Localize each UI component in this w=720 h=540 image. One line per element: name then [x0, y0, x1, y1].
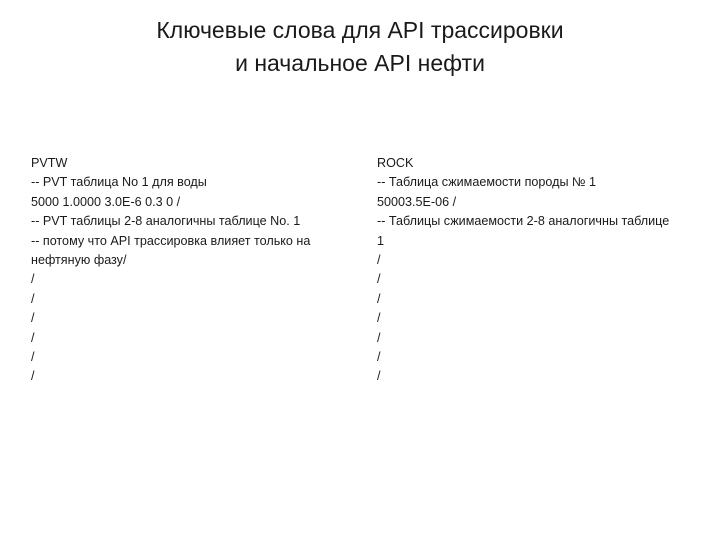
code-line: /	[377, 291, 381, 306]
code-line: /	[377, 272, 381, 287]
code-line: 50003.5E-06 /	[377, 194, 457, 209]
left-code-block	[31, 154, 361, 387]
code-line: /	[31, 330, 35, 345]
code-line: /	[377, 350, 381, 365]
slide-title-line-1: Ключевые слова для API трассировки	[156, 17, 564, 43]
code-line: /	[31, 272, 35, 287]
code-line: 5000 1.0000 3.0E-6 0.3 0 /	[31, 194, 181, 209]
code-line: -- PVT таблица No 1 для воды	[31, 175, 207, 190]
code-line: /	[377, 369, 381, 384]
code-line: /	[377, 311, 381, 326]
code-line: /	[377, 330, 381, 345]
slide-title	[0, 14, 720, 80]
code-line: /	[31, 311, 35, 326]
code-line: ROCK	[377, 156, 414, 170]
code-line: /	[31, 369, 35, 384]
slide-title-line-2: и начальное API нефти	[235, 50, 485, 76]
code-line: -- потому что API трассировка влияет только на	[31, 233, 311, 248]
code-line: нефтяную фазу/	[31, 253, 127, 268]
code-line: /	[31, 291, 35, 306]
code-line: -- Таблицы сжимаемости 2-8 аналогичны таблице	[377, 214, 670, 229]
code-line: /	[377, 253, 381, 268]
code-line: -- Таблица сжимаемости породы № 1	[377, 175, 597, 190]
right-code-block	[377, 154, 718, 387]
code-line: -- PVT таблицы 2-8 аналогичны таблице No. 1	[31, 214, 301, 229]
code-line: /	[31, 350, 35, 365]
code-line: PVTW	[31, 156, 68, 170]
code-line: 1	[377, 233, 385, 248]
